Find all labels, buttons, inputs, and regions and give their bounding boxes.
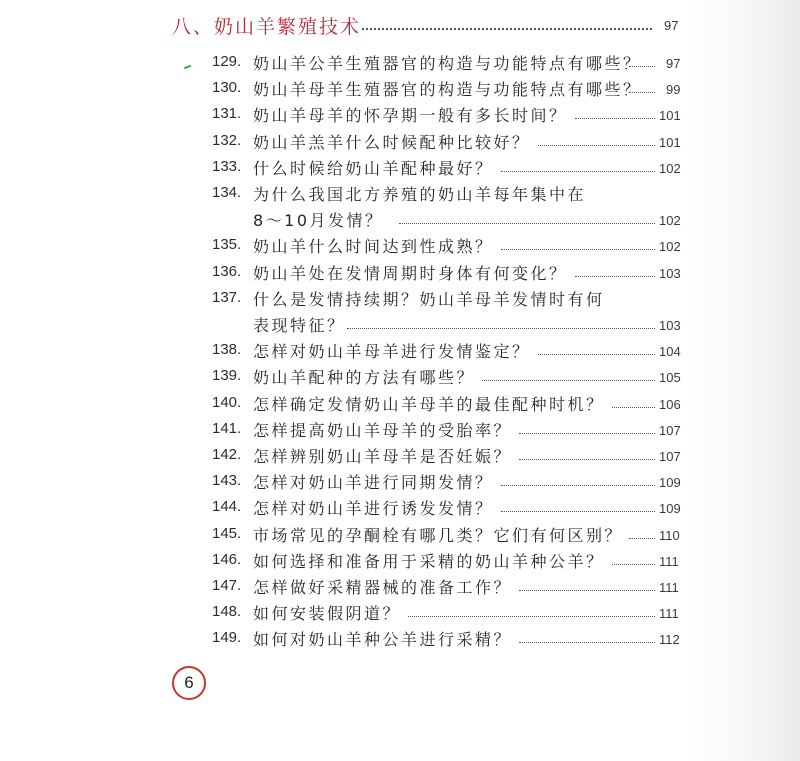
entry-page-number: 102 — [659, 213, 681, 229]
green-tick-mark — [184, 65, 191, 69]
leader-dots — [519, 459, 655, 460]
entry-number: 138. — [212, 341, 242, 359]
entry-number: 149. — [212, 629, 242, 647]
leader-dots — [538, 354, 655, 355]
entry-title[interactable]: 市场常见的孕酮栓有哪几类？它们有何区别？ — [253, 525, 624, 545]
entry-page-number: 102 — [659, 239, 681, 255]
entry-number: 141. — [212, 419, 242, 437]
entry-page-number: 99 — [666, 82, 681, 98]
leader-dots — [408, 616, 655, 617]
entry-title[interactable]: 奶山羊母羊的怀孕期一般有多长时间？ — [253, 106, 568, 126]
entry-title[interactable]: 怎样对奶山羊母羊进行发情鉴定？ — [253, 342, 531, 362]
entry-number: 142. — [212, 446, 242, 463]
entry-number: 143. — [212, 472, 242, 490]
entry-number: 131. — [212, 105, 242, 123]
entry-page-number: 110 — [659, 527, 680, 543]
entry-title[interactable]: 为什么我国北方养殖的奶山羊每年集中在 — [253, 185, 587, 204]
entry-title[interactable]: 什么时候给奶山羊配种最好？ — [253, 158, 494, 178]
entry-page-number: 97 — [666, 56, 681, 71]
leader-dots — [612, 407, 655, 408]
leader-dots — [519, 590, 655, 591]
entry-title[interactable]: 怎样提高奶山羊母羊的受胎率？ — [253, 420, 513, 440]
entry-number: 137. — [212, 288, 242, 306]
entry-page-number: 109 — [659, 475, 681, 491]
entry-title[interactable]: 什么是发情持续期？奶山羊母羊发情时有何 — [253, 289, 605, 309]
entry-number: 135. — [212, 236, 242, 254]
leader-dots — [501, 171, 655, 172]
entry-title[interactable]: 怎样对奶山羊进行诱发发情？ — [253, 499, 494, 519]
entry-title[interactable]: 如何选择和准备用于采精的奶山羊种公羊？ — [253, 551, 605, 571]
entry-number: 145. — [212, 524, 242, 542]
entry-number: 148. — [212, 603, 242, 621]
entry-page-number: 101 — [659, 108, 681, 124]
entry-title[interactable]: 奶山羊公羊生殖器官的构造与功能特点有哪些？ — [253, 54, 642, 73]
entry-number: 133. — [212, 157, 242, 175]
entry-number: 146. — [212, 550, 242, 568]
leader-dots — [399, 223, 655, 224]
entry-title[interactable]: 奶山羊处在发情周期时身体有何变化？ — [253, 263, 568, 283]
entry-page-number: 105 — [659, 370, 681, 386]
entry-title-continued[interactable]: 表现特征？ — [253, 316, 346, 335]
section-leader-dots — [362, 28, 652, 30]
section-page-number: 97 — [664, 18, 679, 33]
entry-page-number: 111 — [659, 606, 679, 622]
leader-dots — [629, 538, 655, 539]
leader-dots — [519, 433, 655, 434]
leader-dots — [519, 642, 655, 643]
leader-dots — [482, 380, 655, 381]
leader-dots — [575, 118, 655, 119]
entry-page-number: 107 — [659, 449, 681, 464]
entry-page-number: 103 — [659, 265, 681, 281]
entry-title[interactable]: 奶山羊什么时间达到性成熟？ — [253, 237, 494, 257]
entry-page-number: 111 — [659, 553, 679, 569]
entry-page-number: 106 — [659, 396, 681, 412]
entry-number: 147. — [212, 577, 242, 594]
page-edge-shadow — [690, 0, 800, 761]
entry-page-number: 103 — [659, 318, 681, 333]
entry-title[interactable]: 奶山羊母羊生殖器官的构造与功能特点有哪些？ — [253, 80, 642, 100]
entry-page-number: 101 — [659, 134, 681, 150]
leader-dots — [575, 276, 655, 277]
entry-page-number: 102 — [659, 160, 681, 176]
entry-title-continued[interactable]: 8～10月发情？ — [253, 211, 384, 231]
leader-dots — [501, 511, 655, 512]
entry-number: 134. — [212, 184, 242, 201]
leader-dots — [347, 328, 656, 329]
entry-number: 144. — [212, 498, 242, 516]
entry-title[interactable]: 奶山羊羔羊什么时候配种比较好？ — [253, 132, 531, 152]
entry-number: 139. — [212, 367, 242, 385]
entry-number: 132. — [212, 131, 242, 149]
entry-title[interactable]: 如何对奶山羊种公羊进行采精？ — [253, 630, 513, 650]
entry-number: 129. — [212, 53, 242, 70]
entry-title[interactable]: 奶山羊配种的方法有哪些？ — [253, 368, 476, 388]
entry-number: 130. — [212, 79, 242, 97]
leader-dots — [538, 145, 655, 146]
entry-title[interactable]: 怎样辨别奶山羊母羊是否妊娠？ — [253, 447, 513, 466]
entry-title[interactable]: 怎样确定发情奶山羊母羊的最佳配种时机？ — [253, 394, 605, 414]
entry-page-number: 107 — [659, 422, 681, 438]
entry-number: 140. — [212, 393, 242, 411]
entry-title[interactable]: 如何安装假阴道？ — [253, 604, 402, 624]
entry-title[interactable]: 怎样做好采精器械的准备工作？ — [253, 578, 513, 597]
entry-number: 136. — [212, 262, 242, 280]
leader-dots — [629, 66, 655, 67]
folio-page-number: 6 — [172, 666, 206, 700]
leader-dots — [612, 564, 655, 565]
entry-page-number: 109 — [659, 501, 681, 517]
leader-dots — [501, 249, 655, 250]
leader-dots — [501, 485, 655, 486]
entry-title[interactable]: 怎样对奶山羊进行同期发情？ — [253, 473, 494, 493]
entry-page-number: 104 — [659, 344, 681, 360]
leader-dots — [629, 92, 655, 93]
entry-page-number: 112 — [659, 632, 680, 648]
entry-page-number: 111 — [659, 580, 679, 595]
section-title: 八、奶山羊繁殖技术 — [172, 16, 362, 38]
